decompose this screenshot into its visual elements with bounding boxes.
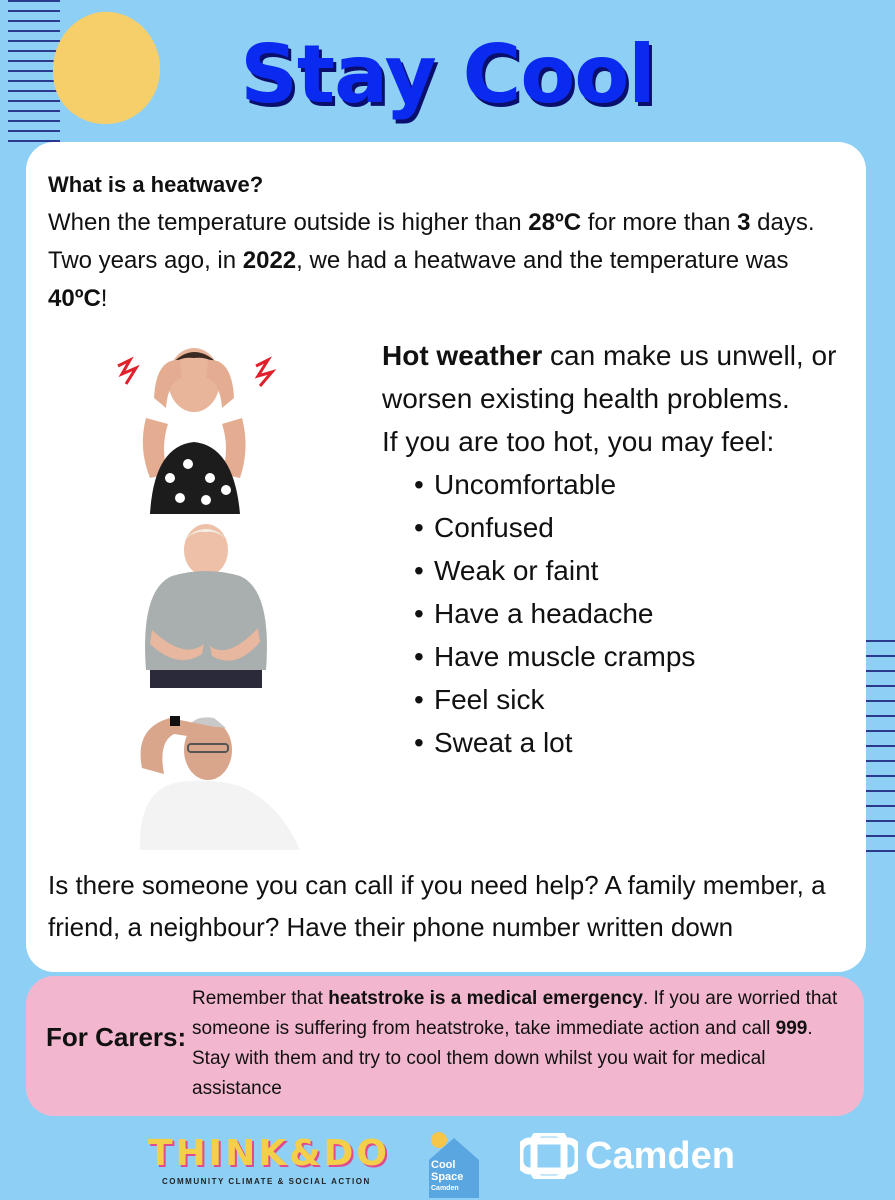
stomach-pain-person-illustration (132, 520, 272, 688)
hot-weather-section (382, 334, 852, 764)
symptom-list (414, 463, 852, 764)
list-item: • Uncomfortable (414, 463, 852, 506)
list-item: • Have a headache (414, 592, 852, 635)
feel-intro: If you are too hot, you may feel: (382, 426, 775, 457)
dizzy-person-illustration (130, 708, 300, 850)
info-card (26, 142, 866, 972)
logo-footer (0, 1125, 895, 1200)
list-item: • Weak or faint (414, 549, 852, 592)
heatwave-question: What is a heatwave? (48, 172, 264, 197)
list-item: • Confused (414, 506, 852, 549)
help-contact-text: Is there someone you can call if you need help? A family member, a friend, a neighbour? Have their phone number written down (48, 870, 826, 942)
list-item: • Feel sick (414, 678, 852, 721)
page-title: Stay Cool (240, 28, 655, 121)
cool-space-label: Cool Space Camden (431, 1159, 464, 1192)
list-item: • Sweat a lot (414, 721, 852, 764)
carers-box (26, 976, 864, 1116)
carers-text: Remember that heatstroke is a medical emergency. If you are worried that someone is suffering from heatstroke, take immediate action and call 999. Stay with them and try to cool them down whilst you wait for medical assistance (192, 988, 838, 1099)
heatwave-definition: When the temperature outside is higher than 28ºC for more than 3 days. Two years ago, in 2022, we had a heatwave and the temperature was 40ºC! (48, 209, 815, 312)
hot-weather-intro: Hot weather can make us unwell, or worsen existing health problems. (382, 340, 837, 414)
think-and-do-logo: THINK&DO (148, 1133, 390, 1174)
list-item: • Have muscle cramps (414, 635, 852, 678)
camden-logo-mark (520, 1133, 578, 1179)
carers-label: For Carers: (46, 1022, 187, 1052)
think-and-do-tagline: COMMUNITY CLIMATE & SOCIAL ACTION (162, 1177, 371, 1186)
headache-person-illustration (110, 338, 280, 514)
camden-logo-text: Camden (585, 1135, 735, 1177)
